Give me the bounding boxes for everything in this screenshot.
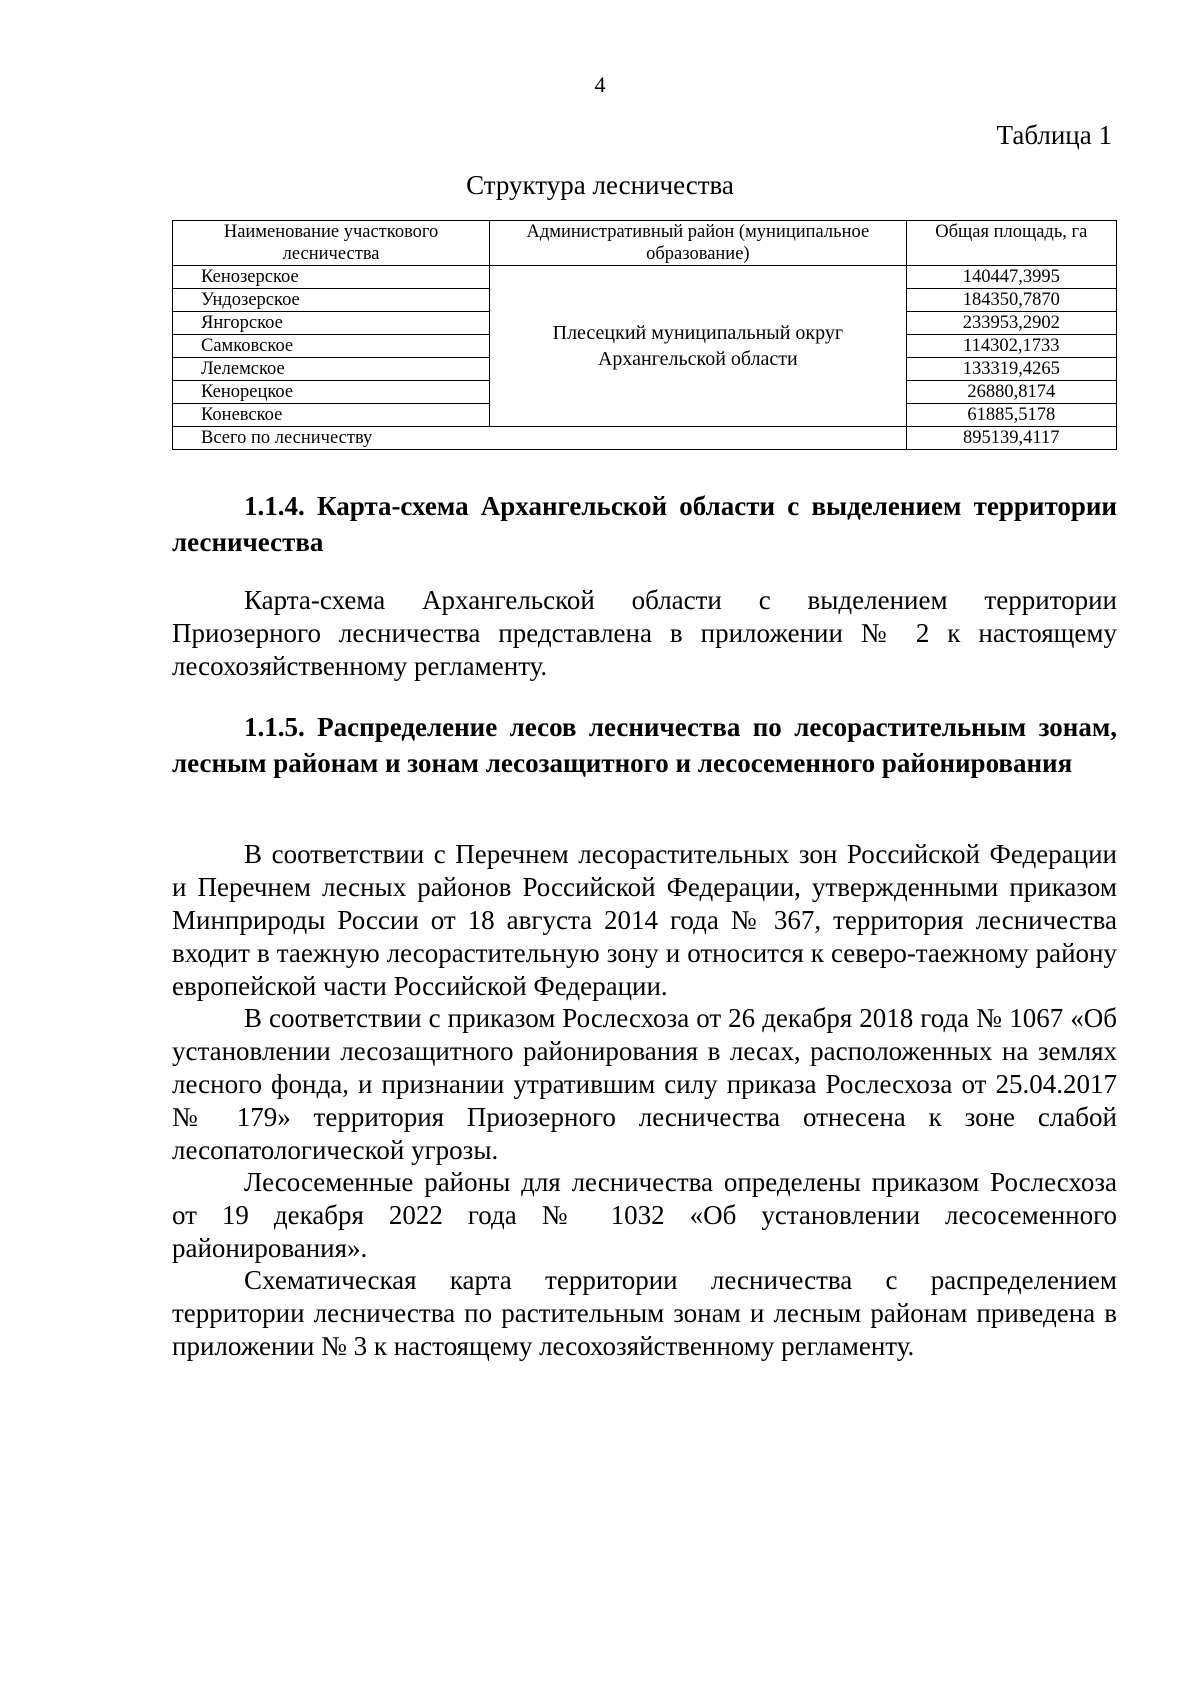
body-paragraph: В соответствии с приказом Рослесхоза от 26 декабря 2018 года № 1067 «Об установлении лесозащитного районирования в лесах, расположенных на землях лесного фонда, и признании утратившим силу приказа Рослесхоза от 25.04.2017 № 179» территория Приозерного лесничества отнесена к зоне слабой лесопатологической угрозы. bbox=[172, 1003, 1117, 1165]
forestry-area: 26880,8174 bbox=[906, 381, 1116, 404]
section-114-heading bbox=[172, 488, 1117, 560]
forestry-area: 114302,1733 bbox=[906, 335, 1116, 358]
body-paragraph: В соответствии с Перечнем лесорастительных зон Российской Федерации и Перечнем лесных районов Российской Федерации, утвержденными приказом Минприроды России от 18 августа 2014 года № 367, территория лесничества входит в таежную лесорастительную зону и относится к северо-таежному району европейской части Российской Федерации. bbox=[172, 839, 1117, 1001]
forestry-name: Кенорецкое bbox=[173, 381, 490, 404]
table-row bbox=[173, 266, 1117, 289]
body-paragraph: Схематическая карта территории лесничества с распределением территории лесничества по растительным зонам и лесным районам приведена в приложении № 3 к настоящему лесохозяйственному регламенту. bbox=[172, 1265, 1117, 1361]
forestry-name: Самковское bbox=[173, 335, 490, 358]
section-title: Карта-схема Архангельской области с выделением территории лесничества bbox=[172, 491, 1117, 557]
forestry-area: 140447,3995 bbox=[906, 266, 1116, 289]
section-title: Распределение лесов лесничества по лесорастительным зонам, лесным районам и зонам лесозащитного и лесосеменного районирования bbox=[172, 712, 1117, 778]
page-number: 4 bbox=[594, 72, 606, 97]
forestry-area: 233953,2902 bbox=[906, 312, 1116, 335]
forestry-area: 61885,5178 bbox=[906, 404, 1116, 427]
forestry-name: Ундозерское bbox=[173, 289, 490, 312]
forestry-name: Коневское bbox=[173, 404, 490, 427]
header-district: Административный район (муниципальное образование) bbox=[490, 221, 906, 266]
body-paragraph: Лесосеменные районы для лесничества определены приказом Рослесхоза от 19 декабря 2022 года № 1032 «Об установлении лесосеменного районирования». bbox=[172, 1167, 1117, 1263]
table-total-row bbox=[173, 427, 1117, 450]
section-114-paragraph: Карта-схема Архангельской области с выделением территории Приозерного лесничества представлена в приложении № 2 к настоящему лесохозяйственному регламенту. bbox=[172, 585, 1117, 681]
total-label: Всего по лесничеству bbox=[173, 427, 907, 450]
forestry-area: 184350,7870 bbox=[906, 289, 1116, 312]
table-header-row bbox=[173, 221, 1117, 266]
forestry-name: Янгорское bbox=[173, 312, 490, 335]
table-title: Структура лесничества bbox=[466, 170, 734, 200]
district-cell: Плесецкий муниципальный округ Архангельской области bbox=[490, 266, 906, 427]
header-area: Общая площадь, га bbox=[906, 221, 1116, 266]
section-number: 1.1.4. bbox=[244, 491, 305, 521]
total-area: 895139,4117 bbox=[906, 427, 1116, 450]
forestry-name: Лелемское bbox=[173, 358, 490, 381]
section-115-heading bbox=[172, 709, 1117, 781]
table-label: Таблица 1 bbox=[996, 120, 1112, 150]
section-number: 1.1.5. bbox=[244, 712, 305, 742]
header-name: Наименование участкового лесничества bbox=[173, 221, 490, 266]
forestry-structure-table bbox=[172, 220, 1117, 450]
forestry-area: 133319,4265 bbox=[906, 358, 1116, 381]
forestry-name: Кенозерское bbox=[173, 266, 490, 289]
